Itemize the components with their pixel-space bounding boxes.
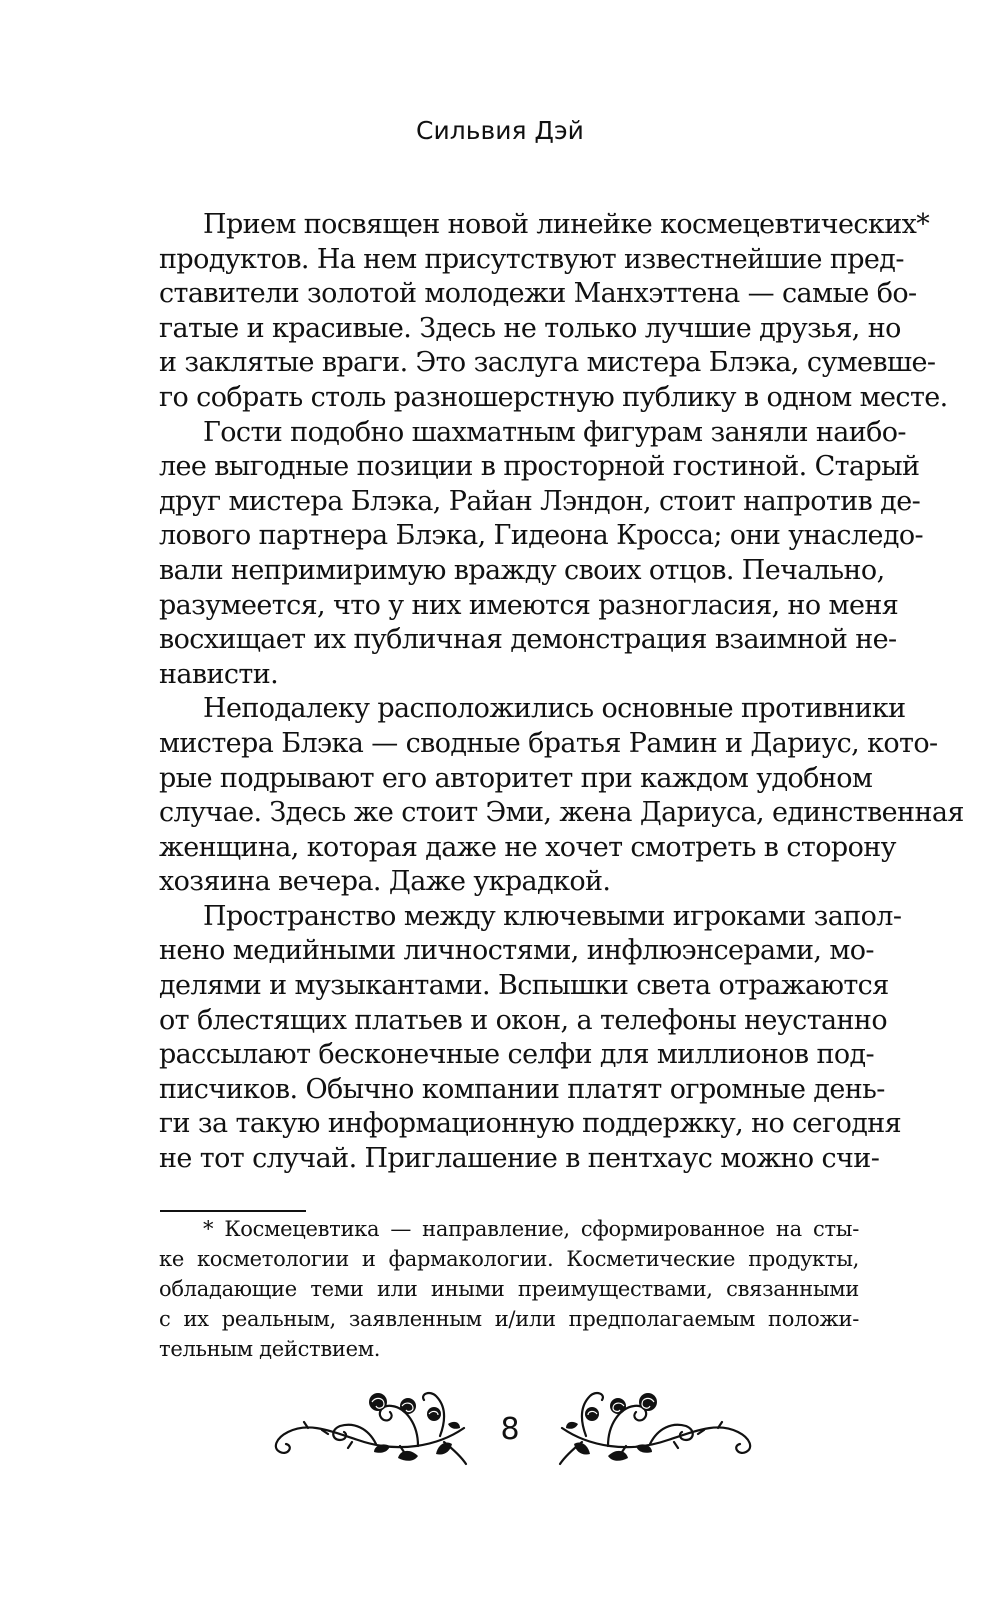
footnote-line: тельным действием. (159, 1337, 381, 1361)
text-line: не тот случай. Приглашение в пентхаус можно счи- (159, 1143, 880, 1175)
text-line: вали непримиримую вражду своих отцов. Печально, (159, 554, 885, 586)
footnote (159, 1214, 859, 1364)
text-line: от блестящих платьев и окон, а телефоны неустанно (159, 1004, 887, 1036)
text-line: разумеется, что у них имеются разногласия, но меня (159, 589, 899, 621)
text-line: хозяина вечера. Даже украдкой. (159, 866, 611, 898)
text-line: Неподалеку расположились основные противники (203, 693, 906, 725)
text-line: гатые и красивые. Здесь не только лучшие друзья, но (159, 312, 901, 344)
text-line: и заклятые враги. Это заслуга мистера Блэка, сумевше- (159, 347, 936, 379)
text-line: продуктов. На нем присутствуют известнейшие пред- (159, 243, 904, 275)
rose-vine-ornament-icon (268, 1384, 468, 1468)
body-text (159, 208, 964, 1177)
footnote-line: * Космецевтика — направление, сформированное на сты- (203, 1217, 859, 1241)
text-line: Гости подобно шахматным фигурам заняли наибо- (203, 416, 906, 448)
text-line: писчиков. Обычно компании платят огромные день- (159, 1073, 885, 1105)
footnote-line: с их реальным, заявленным и/или предполагаемым положи- (159, 1307, 859, 1331)
rose-vine-ornament-icon (558, 1384, 758, 1468)
text-line: лового партнера Блэка, Гидеона Кросса; они унаследо- (159, 520, 924, 552)
text-line: друг мистера Блэка, Райан Лэндон, стоит напротив де- (159, 485, 921, 517)
text-line: нависти. (159, 658, 279, 690)
text-line: нено медийными личностями, инфлюэнсерами, мо- (159, 935, 874, 967)
footnote-line: обладающие теми или иными преимуществами, связанными (159, 1277, 859, 1301)
text-line: Пространство между ключевыми игроками запол- (203, 900, 902, 932)
running-title: Сильвия Дэй (416, 116, 584, 145)
text-line: го собрать столь разношерстную публику в одном месте. (159, 381, 948, 413)
text-line: случае. Здесь же стоит Эми, жена Дариуса, единственная (159, 797, 964, 829)
text-line: мистера Блэка — сводные братья Рамин и Дариус, кото- (159, 727, 938, 759)
text-line: рые подрывают его авторитет при каждом удобном (159, 762, 873, 794)
text-line: восхищает их публичная демонстрация взаимной не- (159, 624, 897, 656)
footnote-line: ке косметологии и фармакологии. Косметические продукты, (159, 1247, 859, 1271)
text-line: делями и музыкантами. Вспышки света отражаются (159, 970, 889, 1002)
page-number: 8 (500, 1412, 520, 1447)
text-line: женщина, которая даже не хочет смотреть в сторону (159, 831, 896, 863)
footnote-divider (160, 1210, 306, 1212)
text-line: Прием посвящен новой линейке космецевтических* (203, 209, 930, 240)
text-line: ги за такую информационную поддержку, но сегодня (159, 1108, 902, 1140)
text-line: ставители золотой молодежи Манхэттена — самые бо- (159, 278, 917, 310)
text-line: лее выгодные позиции в просторной гостиной. Старый (159, 451, 920, 483)
text-line: рассылают бесконечные селфи для миллионов под- (159, 1039, 875, 1071)
